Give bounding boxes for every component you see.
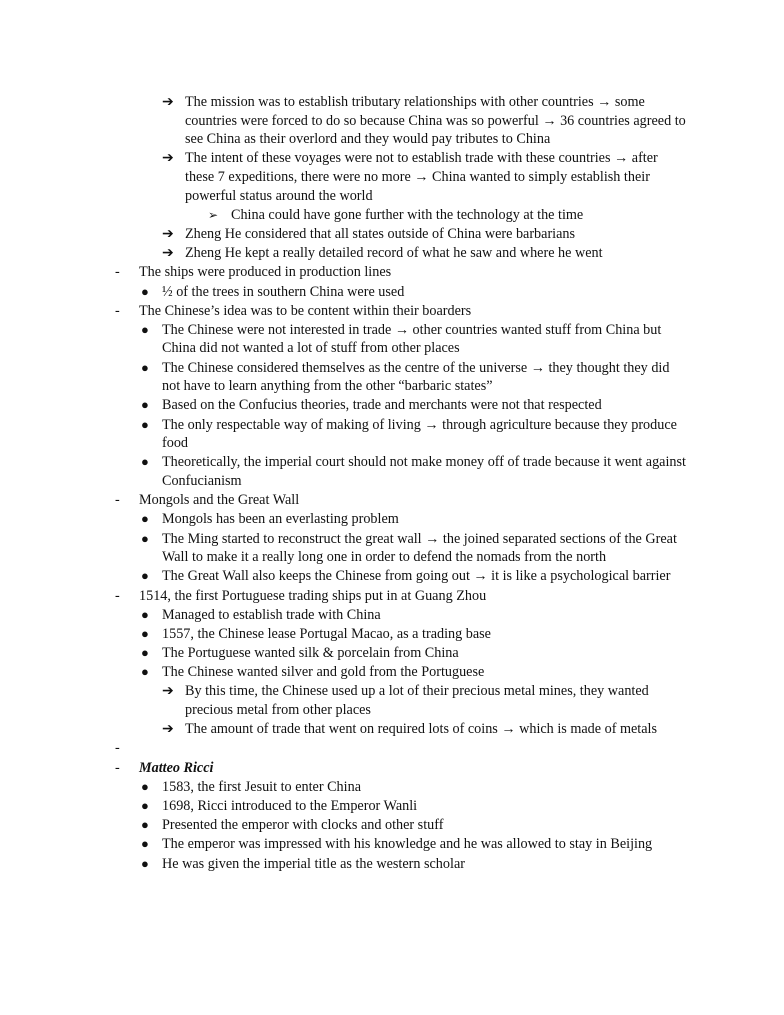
arrow-icon: ➔ [162,683,174,700]
list-item [0,835,689,854]
list-item-text: The Great Wall also keeps the Chinese from going out → it is like a psychological barrier [162,568,671,585]
list-item [0,530,689,567]
bullet-marker: ● [141,530,149,546]
list-item [0,567,689,586]
list-item-text: By this time, the Chinese used up a lot of their precious metal mines, they wanted precious metal from other places [185,683,649,719]
list-item-text: The Portuguese wanted silk & porcelain from China [162,645,459,662]
bullet-marker: ● [141,397,149,413]
list-item-text: 1514, the first Portuguese trading ships put in at Guang Zhou [139,587,487,604]
list-item [0,302,689,321]
list-item-text: 1698, Ricci introduced to the Emperor Wanli [162,798,418,814]
bullet-marker: ● [141,798,149,813]
list-item-text: The only respectable way of making of living → through agriculture because they produce food [162,416,677,452]
arrow-icon: ➔ [162,245,174,262]
list-item [0,510,689,529]
list-item-text: The Chinese considered themselves as the centre of the universe → they thought they did not have to learn anything from the other “barbaric states” [162,359,670,395]
list-item-text: Presented the emperor with clocks and other stuff [162,817,444,834]
list-item-text: The mission was to establish tributary relationships with other countries → some countries were forced to do so because China was so powerful → 36 countries agreed to see China as their overlord and they would pay tributes to China [185,94,686,148]
dash-marker: - [115,264,120,281]
list-item-text: Matteo Ricci [139,759,214,776]
dash-marker: - [115,587,120,604]
list-item [0,816,689,835]
list-item [0,587,689,606]
list-item-text: 1557, the Chinese lease Portugal Macao, as a trading base [162,625,491,642]
list-item-text: Zheng He kept a really detailed record of what he saw and where he went [185,245,603,262]
arrow-icon: ➢ [208,207,219,222]
list-item-text: The Chinese were not interested in trade → other countries wanted stuff from China but China did not wanted a lot of stuff from other places [162,321,662,357]
list-item [0,359,689,396]
bullet-marker: ● [141,778,149,794]
document-page [0,93,784,873]
list-item [0,283,689,302]
bullet-marker: ● [141,606,149,622]
dash-marker: - [115,759,120,776]
list-item-text: The Chinese’s idea was to be content within their boarders [139,302,472,319]
list-item-text: Based on the Confucius theories, trade and merchants were not that respected [162,397,602,414]
bullet-marker: ● [141,836,149,852]
bullet-marker: ● [141,454,149,470]
bullet-marker: ● [141,511,149,527]
list-item [0,720,689,739]
list-item [0,149,689,205]
list-item-text: The intent of these voyages were not to establish trade with these countries → after these 7 expeditions, there were no more → China wanted to simply establish their powerful status around the world [185,150,658,204]
list-item-text [139,739,689,758]
list-item [0,855,689,874]
bullet-marker: ● [141,568,149,584]
list-item-text: He was given the imperial title as the western scholar [162,855,465,872]
list-item [0,206,689,225]
list-item-text: China could have gone further with the technology at the time [231,206,584,223]
list-item [0,453,689,490]
notes-list [0,93,784,873]
list-item-text: Managed to establish trade with China [162,606,381,623]
list-item-text: Mongols has been an everlasting problem [162,511,399,528]
bullet-marker: ● [141,283,149,299]
dash-marker: - [115,302,120,319]
arrow-icon: ➔ [162,94,174,110]
list-item [0,416,689,453]
list-item [0,625,689,644]
arrow-icon: ➔ [162,225,174,242]
arrow-icon: ➔ [162,721,174,738]
list-item [0,321,689,358]
list-item-text: 1583, the first Jesuit to enter China [162,778,361,795]
bullet-marker: ● [141,664,149,680]
list-item [0,682,689,719]
list-item [0,263,689,282]
list-item [0,759,689,778]
list-item-text: The emperor was impressed with his knowledge and he was allowed to stay in Beijing [162,836,653,853]
bullet-marker: ● [141,645,149,661]
list-item-text: Zheng He considered that all states outside of China were barbarians [185,225,576,242]
bullet-marker: ● [141,855,149,871]
arrow-icon: ➔ [162,150,174,167]
list-item [0,663,689,682]
list-item [0,797,689,816]
list-item-text: Mongols and the Great Wall [139,492,300,509]
bullet-marker: ● [141,359,149,375]
bullet-marker: ● [141,817,149,833]
list-item [0,225,689,244]
bullet-marker: ● [141,625,149,641]
list-item [0,93,689,149]
list-item-text: The amount of trade that went on required lots of coins → which is made of metals [185,721,658,738]
list-item [0,396,689,415]
list-item [0,244,689,263]
list-item [0,606,689,625]
bullet-marker: ● [141,321,149,337]
list-item-text: The Chinese wanted silver and gold from the Portuguese [162,664,485,681]
list-item-text: Theoretically, the imperial court should not make money off of trade because it went against Confucianism [162,454,686,489]
list-item [0,739,689,758]
bullet-marker: ● [141,416,149,432]
list-item [0,778,689,797]
dash-marker: - [115,492,120,509]
list-item-text: The ships were produced in production lines [139,264,392,281]
list-item-text: ½ of the trees in southern China were used [162,283,405,300]
list-item-text: The Ming started to reconstruct the great wall → the joined separated sections of the Great Wall to make it a really long one in order to defend the nomads from the north [162,530,677,566]
list-item [0,644,689,663]
list-item [0,491,689,510]
dash-marker: - [115,740,120,757]
